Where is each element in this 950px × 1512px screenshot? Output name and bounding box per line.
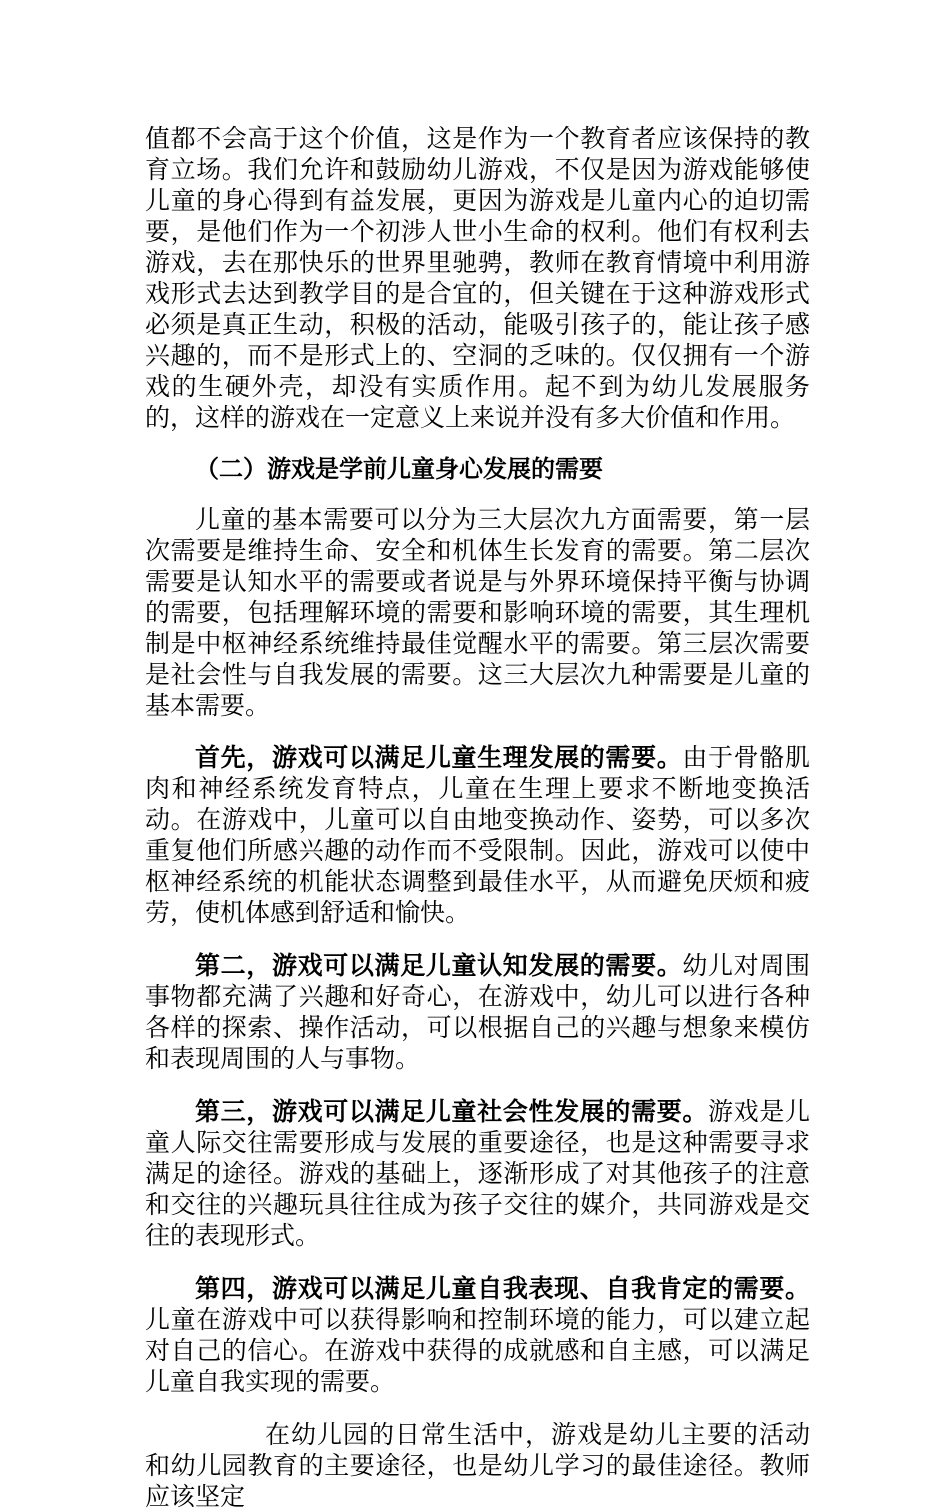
paragraph-continuation: 值都不会高于这个价值，这是作为一个教育者应该保持的教育立场。我们允许和鼓励幼儿游戏，不仅是因为游戏能够使儿童的身心得到有益发展，更因为游戏是儿童内心的迫切需要，是他们作为一个初涉人世小生命的权利。他们有权利去游戏，去在那快乐的世界里驰骋，教师在教育情境中利用游戏形式去达到教学目的是合宜的，但关键在于这种游戏形式必须是真正生动，积极的活动，能吸引孩子的，能让孩子感兴趣的，而不是形式上的、空洞的乏味的。仅仅拥有一个游戏的生硬外壳，却没有实质作用。起不到为幼儿发展服务的，这样的游戏在一定意义上来说并没有多大价值和作用。	[145, 124, 810, 432]
paragraph-body-cognitive: 幼儿对周围事物都充满了兴趣和好奇心，在游戏中，幼儿可以进行各种各样的探索、操作活动，可以根据自己的兴趣与想象来模仿和表现周围的人与事物。	[145, 951, 810, 1073]
paragraph-lead-self-expression: 第四，游戏可以满足儿童自我表现、自我肯定的需要。	[195, 1274, 810, 1303]
paragraph-body-physiological: 由于骨骼肌肉和神经系统发育特点，儿童在生理上要求不断地变换活动。在游戏中，儿童可以自由地变换动作、姿势，可以多次重复他们所感兴趣的动作而不受限制。因此，游戏可以使中枢神经系统的机能状态调整到最佳水平，从而避免厌烦和疲劳，使机体感到舒适和愉快。	[145, 743, 810, 927]
paragraph-body-self-expression: 儿童在游戏中可以获得影响和控制环境的能力，可以建立起对自己的信心。在游戏中获得的成就感和自主感，可以满足儿童自我实现的需要。	[145, 1305, 810, 1396]
paragraph-self-expression	[145, 1273, 810, 1397]
paragraph-physiological	[145, 742, 810, 928]
paragraph-cognitive	[145, 950, 810, 1074]
paragraph-lead-social: 第三，游戏可以满足儿童社会性发展的需要。	[195, 1097, 709, 1126]
paragraph-basic-needs: 儿童的基本需要可以分为三大层次九方面需要，第一层次需要是维持生命、安全和机体生长发育的需要。第二层次需要是认知水平的需要或者说是与外界环境保持平衡与协调的需要，包括理解环境的需要和影响环境的需要，其生理机制是中枢神经系统维持最佳觉醒水平的需要。第三层次需要是社会性与自我发展的需要。这三大层次九种需要是儿童的基本需要。	[145, 505, 810, 720]
section-heading: （二）游戏是学前儿童身心发展的需要	[195, 454, 603, 483]
paragraph-lead-physiological: 首先，游戏可以满足儿童生理发展的需要。	[195, 743, 683, 772]
paragraph-lead-cognitive: 第二，游戏可以满足儿童认知发展的需要。	[195, 951, 683, 980]
paragraph-social	[145, 1096, 810, 1251]
paragraph-body-social: 游戏是儿童人际交往需要形成与发展的重要途径，也是这种需要寻求满足的途径。游戏的基础上，逐渐形成了对其他孩子的注意和交往的兴趣玩具往往成为孩子交往的媒介，共同游戏是交往的表现形式。	[145, 1097, 810, 1250]
document-page	[145, 123, 810, 1512]
paragraph-kindergarten-daily: 在幼儿园的日常生活中，游戏是幼儿主要的活动和幼儿园教育的主要途径，也是幼儿学习的最佳途径。教师应该坚定	[145, 1420, 810, 1511]
